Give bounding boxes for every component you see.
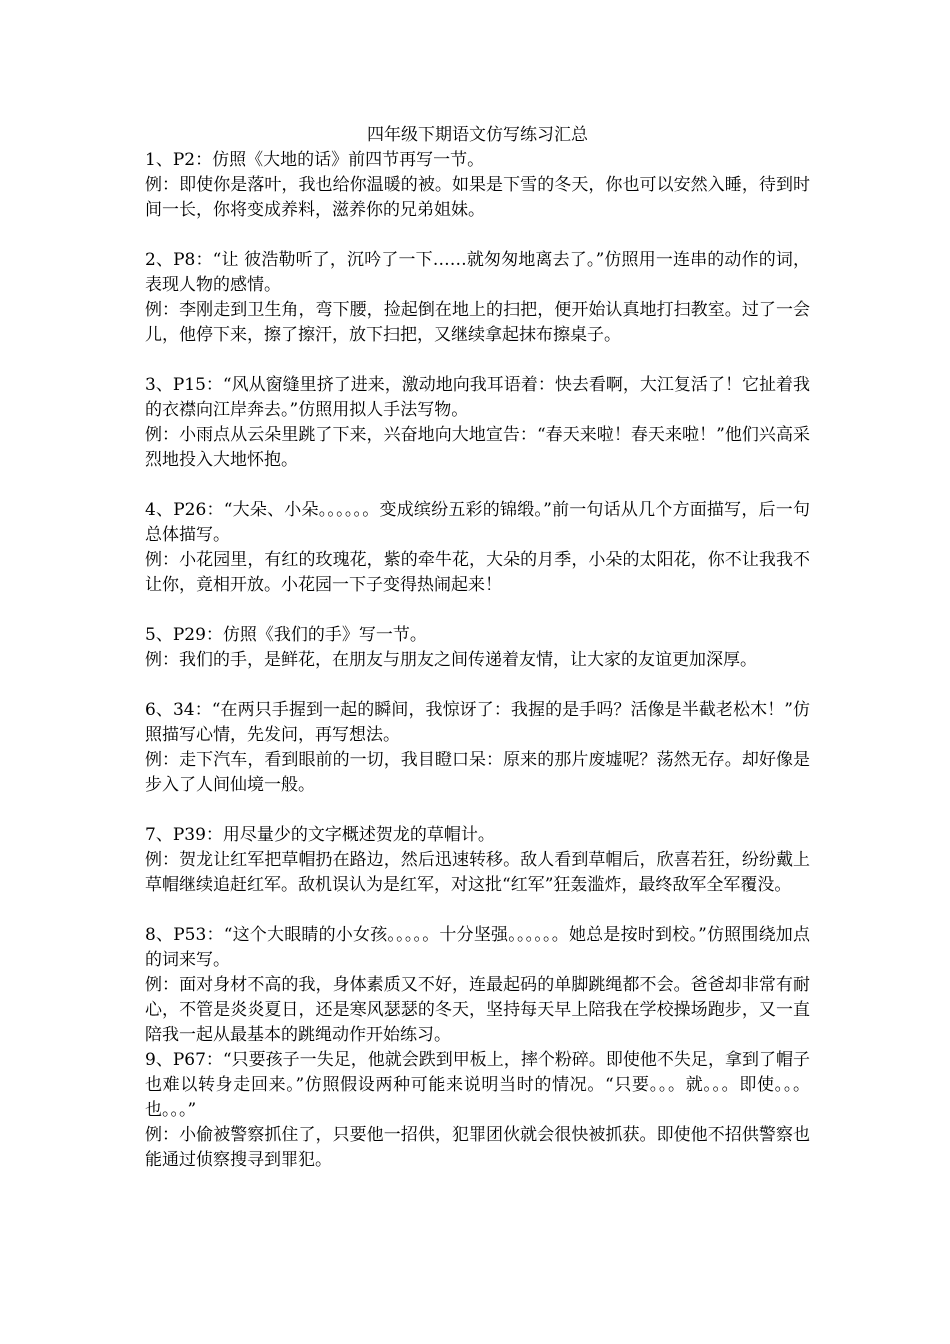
item-4-example: 例：小花园里，有红的玫瑰花，紫的牵牛花，大朵的月季，小朵的太阳花，你不让我我不让你，竟相开放。小花园一下子变得热闹起来！ xyxy=(145,550,810,595)
blank-line xyxy=(145,598,810,623)
item-5-example: 例：我们的手，是鲜花，在朋友与朋友之间传递着友情，让大家的友谊更加深厚。 xyxy=(145,650,757,670)
blank-line xyxy=(145,348,810,373)
item-8-prompt: 8、P53：“这个大眼睛的小女孩。。。。。十分坚强。。。。。。她总是按时到校。”仿照围绕加点的词来写。 xyxy=(145,925,810,970)
item-2-example: 例：李刚走到卫生角，弯下腰，捡起倒在地上的扫把，便开始认真地打扫教室。过了一会儿，他停下来，擦了擦汗，放下扫把，又继续拿起抹布擦桌子。 xyxy=(145,300,810,345)
item-6-prompt: 6、34：“在两只手握到一起的瞬间，我惊讶了：我握的是手吗？活像是半截老松木！”仿照描写心情，先发问，再写想法。 xyxy=(145,700,810,745)
item-3-prompt: 3、P15：“风从窗缝里挤了进来，激动地向我耳语着：快去看啊，大江复活了！它扯着我的衣襟向江岸奔去。”仿照用拟人手法写物。 xyxy=(145,375,810,420)
item-6-example: 例：走下汽车，看到眼前的一切，我目瞪口呆：原来的那片废墟呢？荡然无存。却好像是步入了人间仙境一般。 xyxy=(145,750,810,795)
item-3-example: 例：小雨点从云朵里跳了下来，兴奋地向大地宣告：“春天来啦！春天来啦！”他们兴高采烈地投入大地怀抱。 xyxy=(145,425,810,470)
item-9-example: 例：小偷被警察抓住了，只要他一招供，犯罪团伙就会很快被抓获。即使他不招供警察也能通过侦察搜寻到罪犯。 xyxy=(145,1125,810,1170)
item-1-example: 例：即使你是落叶，我也给你温暖的被。如果是下雪的冬天，你也可以安然入睡，待到时间一长，你将变成养料，滋养你的兄弟姐妹。 xyxy=(145,175,810,220)
item-7-example: 例：贺龙让红军把草帽扔在路边，然后迅速转移。敌人看到草帽后，欣喜若狂，纷纷戴上草帽继续追赶红军。敌机误认为是红军，对这批“红军”狂轰滥炸，最终敌军全军覆没。 xyxy=(145,850,810,895)
document-title: 四年级下期语文仿写练习汇总 xyxy=(367,125,588,145)
blank-line xyxy=(145,223,810,248)
document-content xyxy=(145,122,810,1173)
blank-line xyxy=(145,798,810,823)
item-2-prompt: 2、P8：“让 彼浩勒听了，沉吟了一下……就匆匆地离去了。”仿照用一连串的动作的词，表现人物的感情。 xyxy=(145,250,810,295)
item-5-prompt: 5、P29：仿照《我们的手》写一节。 xyxy=(145,625,427,645)
blank-line xyxy=(145,898,810,923)
item-1-prompt: 1、P2：仿照《大地的话》前四节再写一节。 xyxy=(145,150,485,170)
item-8-example: 例：面对身材不高的我，身体素质又不好，连最起码的单脚跳绳都不会。爸爸却非常有耐心，不管是炎炎夏日，还是寒风瑟瑟的冬天，坚持每天早上陪我在学校操场跑步，又一直陪我一起从最基本的跳绳动作开始练习。 xyxy=(145,975,810,1045)
blank-line xyxy=(145,673,810,698)
blank-line xyxy=(145,473,810,498)
item-7-prompt: 7、P39：用尽量少的文字概述贺龙的草帽计。 xyxy=(145,825,495,845)
item-9-prompt: 9、P67：“只要孩子一失足，他就会跌到甲板上，摔个粉碎。即使他不失足，拿到了帽子也难以转身走回来。”仿照假设两种可能来说明当时的情况。“只要。。。就。。。即使。。。也。。。” xyxy=(145,1050,810,1120)
item-4-prompt: 4、P26：“大朵、小朵。。。。。。变成缤纷五彩的锦缎。”前一句话从几个方面描写，后一句总体描写。 xyxy=(145,500,810,545)
